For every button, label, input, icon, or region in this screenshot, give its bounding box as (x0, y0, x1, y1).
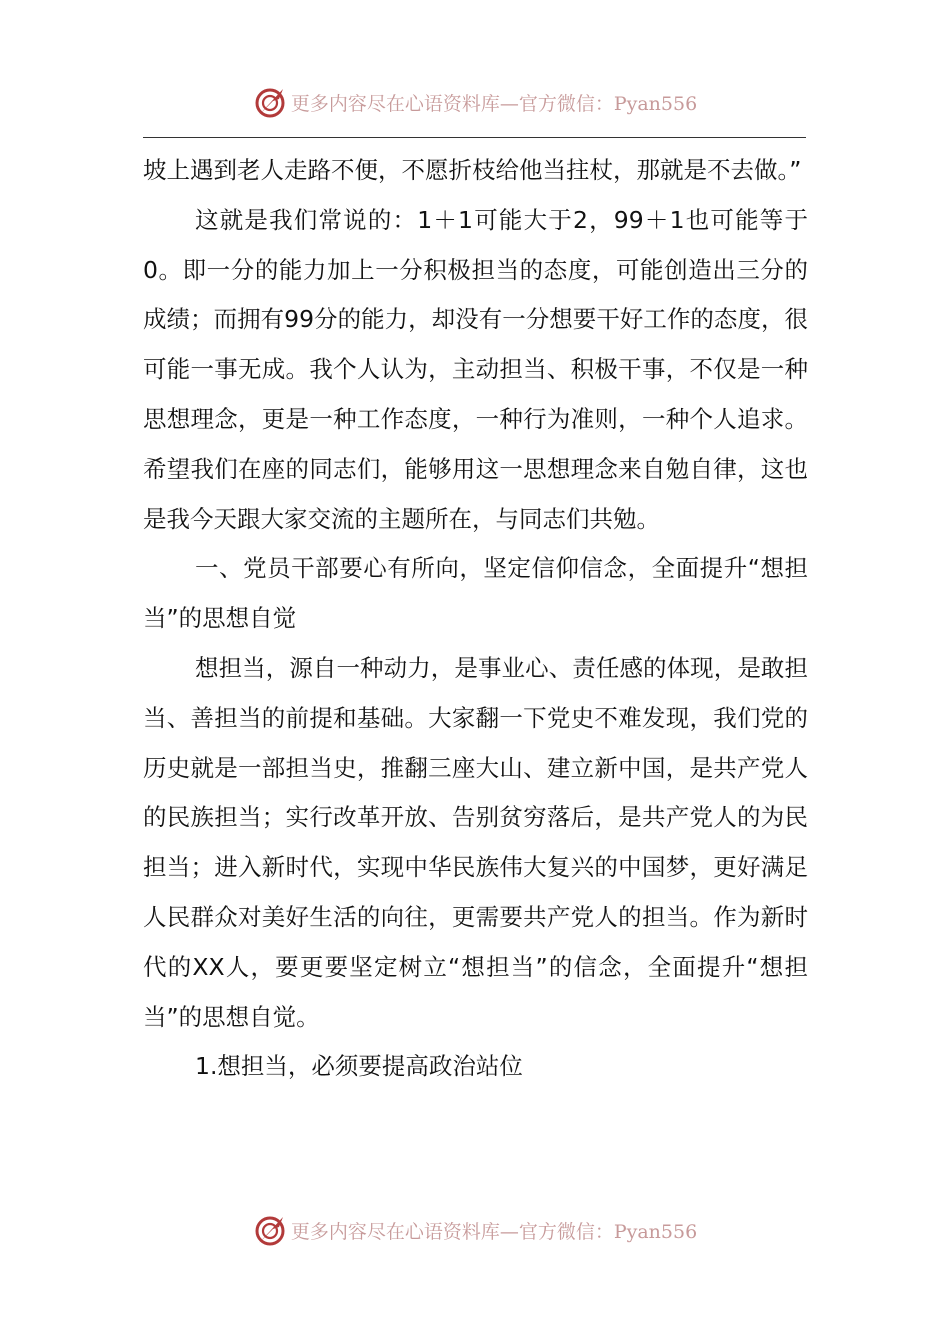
header-divider (143, 137, 806, 138)
section-heading: 一、党员干部要心有所向，坚定信仰信念，全面提升“想担当”的思想自觉 (143, 554, 808, 633)
paragraph: 想担当，源自一种动力，是事业心、责任感的体现，是敢担当、善担当的前提和基础。大家翻一下党史不难发现，我们党的历史就是一部担当史，推翻三座大山、建立新中国，是共产党人的民族担当；实行改革开放、告别贫穷落后，是共产党人的为民担当；进入新时代，实现中华民族伟大复兴的中国梦，更好满足人民群众对美好生活的向往，更需要共产党人的担当。作为新时代的XX人，要更要坚定树立“想担当”的信念，全面提升“想担当”的思想自觉。 (143, 653, 808, 1031)
header-banner-id: Pyan556 (613, 92, 698, 115)
quill-logo-icon (253, 1213, 287, 1247)
paragraph: 这就是我们常说的：1＋1可能大于2，99＋1也可能等于0。即一分的能力加上一分积极担当的态度，可能创造出三分的成绩；而拥有99分的能力，却没有一分想要干好工作的态度，很可能一事无成。我个人认为，主动担当、积极干事，不仅是一种思想理念，更是一种工作态度，一种行为准则，一种个人追求。希望我们在座的同志们，能够用这一思想理念来自勉自律，这也是我今天跟大家交流的主题所在，与同志们共勉。 (143, 205, 808, 533)
header-banner-label: 更多内容尽在心语资料库—官方微信： (290, 92, 614, 115)
header-watermark (0, 82, 950, 122)
footer-watermark (0, 1210, 950, 1250)
footer-banner-text (291, 1217, 697, 1244)
footer-banner-id: Pyan556 (613, 1220, 698, 1243)
footer-banner-label: 更多内容尽在心语资料库—官方微信： (290, 1220, 614, 1243)
quill-logo-icon (253, 85, 287, 119)
subsection-heading: 1.想担当，必须要提高政治站位 (195, 1052, 523, 1081)
document-body (143, 146, 808, 1092)
paragraph: 坡上遇到老人走路不便，不愿折枝给他当拄杖，那就是不去做。” (143, 156, 802, 184)
header-banner-text (291, 89, 697, 116)
